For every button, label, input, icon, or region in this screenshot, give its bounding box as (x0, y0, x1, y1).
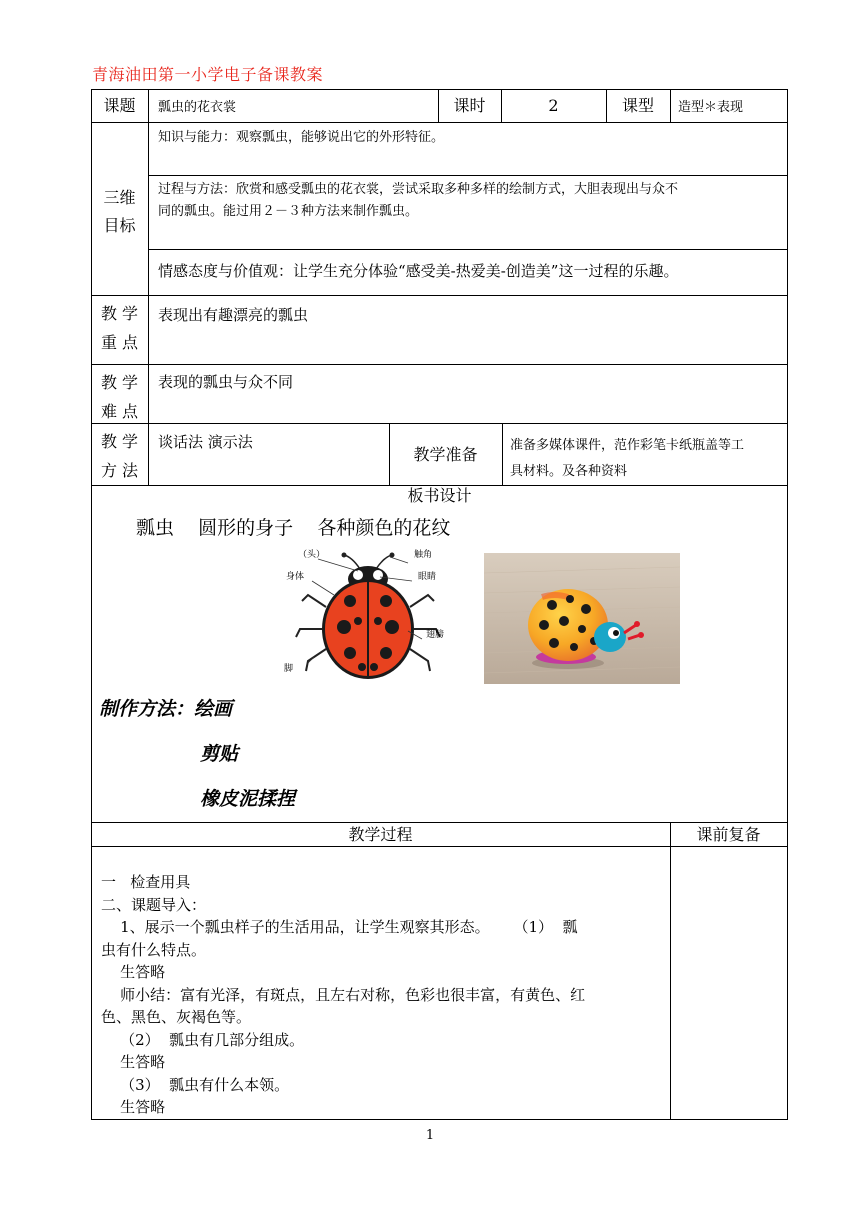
focus-value: 表现出有趣漂亮的瓢虫 (158, 306, 309, 324)
make-method-3: 橡皮泥揉捏 (200, 788, 296, 810)
focus-label-1: 教 学 (100, 304, 139, 323)
make-method-title: 制作方法：绘画 (99, 698, 233, 720)
board-line: 瓢虫 圆形的身子 各种颜色的花纹 (136, 517, 451, 539)
process-line: 师小结：富有光泽，有斑点，且左右对称，色彩也很丰富，有黄色、红 (101, 985, 586, 1004)
goal-process-line1: 过程与方法：欣赏和感受瓢虫的花衣裳，尝试采取多种多样的绘制方式，大胆表现出与众不 (158, 182, 679, 197)
focus-label-2: 重 点 (100, 333, 139, 352)
goal-process-line2: 同的瓢虫。能过用２－３种方法来制作瓢虫。 (158, 204, 419, 219)
goal-knowledge: 知识与能力：观察瓢虫，能够说出它的外形特征。 (158, 130, 445, 145)
topic-label: 课题 (103, 96, 136, 115)
method-label-2: 方 法 (100, 461, 139, 480)
process-line: 1、展示一个瓢虫样子的生活用品，让学生观察其形态。 （1） 瓢 (101, 918, 578, 936)
ladybug-photo (484, 553, 680, 684)
ladybug-diagram (278, 549, 458, 685)
goals-label-2: 目标 (103, 216, 136, 235)
board-title: 板书设计 (407, 486, 472, 505)
difficulty-value: 表现的瓢虫与众不同 (158, 373, 294, 391)
process-line: 生答略 (101, 1098, 166, 1116)
process-line: 色、黑色、灰褐色等。 (101, 1008, 252, 1026)
make-method-2: 剪贴 (200, 743, 239, 765)
diagram-label-antenna: 触角 (414, 550, 433, 560)
period-value: 2 (548, 96, 559, 115)
process-line: 生答略 (101, 963, 166, 981)
process-line: （2） 瓢虫有几部分组成。 (101, 1030, 305, 1049)
diagram-label-head: （头） (298, 550, 326, 560)
diagram-label-body: 身体 (286, 572, 305, 582)
diagram-label-eye: 眼睛 (418, 572, 437, 582)
prep-line1: 准备多媒体课件，范作彩笔卡纸瓶盖等工 (510, 438, 745, 453)
method-label-1: 教 学 (100, 432, 139, 451)
type-value: 造型＊表现 (678, 100, 744, 115)
difficulty-label-2: 难 点 (100, 402, 139, 421)
topic-value: 瓢虫的花衣裳 (158, 100, 237, 115)
process-side-title: 课前复备 (696, 825, 761, 844)
process-content (101, 871, 666, 1119)
page-number: 1 (425, 1128, 435, 1143)
goal-emotion: 情感态度与价值观：让学生充分体验“感受美-热爱美-创造美”这一过程的乐趣。 (158, 262, 679, 280)
diagram-label-wing: 翅膀 (426, 630, 445, 640)
ladybug-toy-illustration (484, 553, 680, 684)
process-line: （3） 瓢虫有什么本领。 (101, 1075, 290, 1094)
prep-label: 教学准备 (413, 445, 478, 464)
prep-line2: 具材料。及各种资料 (510, 464, 628, 479)
period-label: 课时 (453, 96, 486, 115)
page-header-title: 青海油田第一小学电子备课教案 (92, 65, 324, 84)
process-line: 生答略 (101, 1053, 166, 1071)
goals-label-1: 三维 (103, 188, 136, 207)
method-value: 谈话法 演示法 (158, 433, 253, 451)
diagram-label-leg: 脚 (284, 664, 294, 674)
lesson-plan-table (91, 89, 788, 1120)
process-line: 二、课题导入： (101, 895, 207, 914)
process-line: 虫有什么特点。 (101, 940, 207, 959)
process-line: 一 检查用具 (101, 873, 191, 891)
difficulty-label-1: 教 学 (100, 373, 139, 392)
type-label: 课型 (621, 96, 654, 115)
process-title: 教学过程 (348, 825, 413, 844)
